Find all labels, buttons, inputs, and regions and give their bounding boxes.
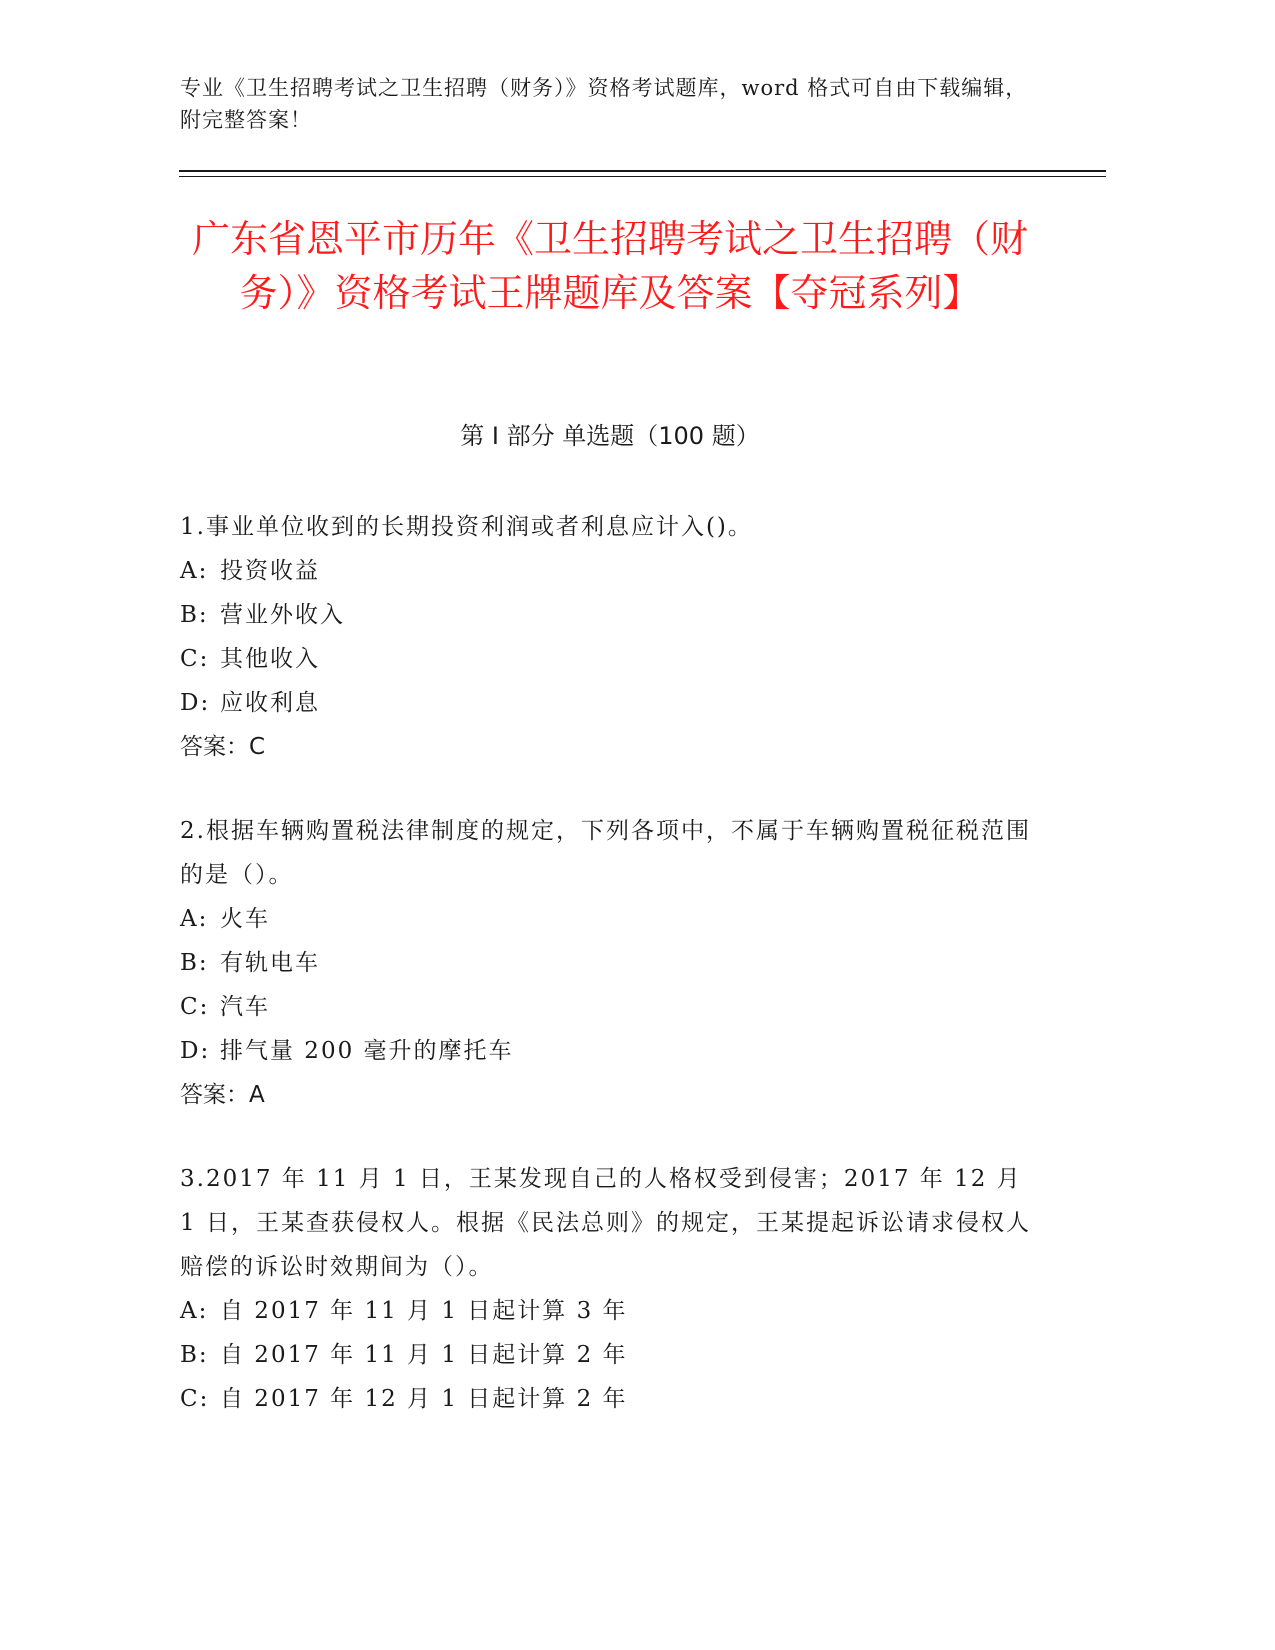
header-note: 专业《卫生招聘考试之卫生招聘（财务）》资格考试题库，word 格式可自由下载编辑，附完整答案！ xyxy=(180,76,1028,132)
option-c xyxy=(180,985,1040,1029)
option-text: 排气量 200 毫升的摩托车 xyxy=(220,1038,514,1064)
option-b xyxy=(180,941,1040,985)
option-d xyxy=(180,1029,1040,1073)
option-a xyxy=(180,897,1040,941)
question-2 xyxy=(180,809,1040,1117)
question-3 xyxy=(180,1157,1040,1421)
option-b xyxy=(180,593,1040,637)
option-text: 投资收益 xyxy=(220,558,320,584)
header-rule-thick xyxy=(179,170,1106,172)
option-letter: A: xyxy=(180,1298,209,1324)
option-text: 自 2017 年 12 月 1 日起计算 2 年 xyxy=(220,1386,628,1412)
option-text: 营业外收入 xyxy=(220,602,345,628)
question-stem: 3.2017 年 11 月 1 日，王某发现自己的人格权受到侵害；2017 年 12 月 1 日，王某查获侵权人。根据《民法总则》的规定，王某提起诉讼请求侵权人赔偿的诉讼时效期间为（）。 xyxy=(180,1166,1031,1280)
answer-line: 答案：A xyxy=(180,1082,265,1108)
option-text: 自 2017 年 11 月 1 日起计算 3 年 xyxy=(220,1298,628,1324)
option-b xyxy=(180,1333,1040,1377)
option-text: 火车 xyxy=(220,906,270,932)
section-heading: 第 I 部分 单选题（100 题） xyxy=(460,422,760,450)
option-a xyxy=(180,549,1040,593)
option-text: 有轨电车 xyxy=(220,950,320,976)
option-letter: B: xyxy=(180,950,209,976)
option-a xyxy=(180,1289,1040,1333)
option-text: 其他收入 xyxy=(220,646,320,672)
option-letter: C: xyxy=(180,994,210,1020)
question-list xyxy=(180,505,1040,1461)
option-c xyxy=(180,1377,1040,1421)
option-letter: A: xyxy=(180,906,209,932)
option-c xyxy=(180,637,1040,681)
option-letter: C: xyxy=(180,1386,210,1412)
option-letter: B: xyxy=(180,1342,209,1368)
answer-line: 答案：C xyxy=(180,734,266,760)
question-stem: 2.根据车辆购置税法律制度的规定，下列各项中，不属于车辆购置税征税范围的是（）。 xyxy=(180,818,1031,888)
option-letter: C: xyxy=(180,646,210,672)
question-stem: 1.事业单位收到的长期投资利润或者利息应计入()。 xyxy=(180,514,753,540)
option-letter: D: xyxy=(180,1038,211,1064)
option-text: 自 2017 年 11 月 1 日起计算 2 年 xyxy=(220,1342,628,1368)
option-text: 应收利息 xyxy=(220,690,320,716)
option-d xyxy=(180,681,1040,725)
header-rule-thin xyxy=(179,176,1106,177)
option-letter: B: xyxy=(180,602,209,628)
option-letter: A: xyxy=(180,558,209,584)
option-text: 汽车 xyxy=(220,994,270,1020)
question-1 xyxy=(180,505,1040,769)
option-letter: D: xyxy=(180,690,211,716)
document-title: 广东省恩平市历年《卫生招聘考试之卫生招聘（财务）》资格考试王牌题库及答案【夺冠系列】 xyxy=(191,217,1028,315)
